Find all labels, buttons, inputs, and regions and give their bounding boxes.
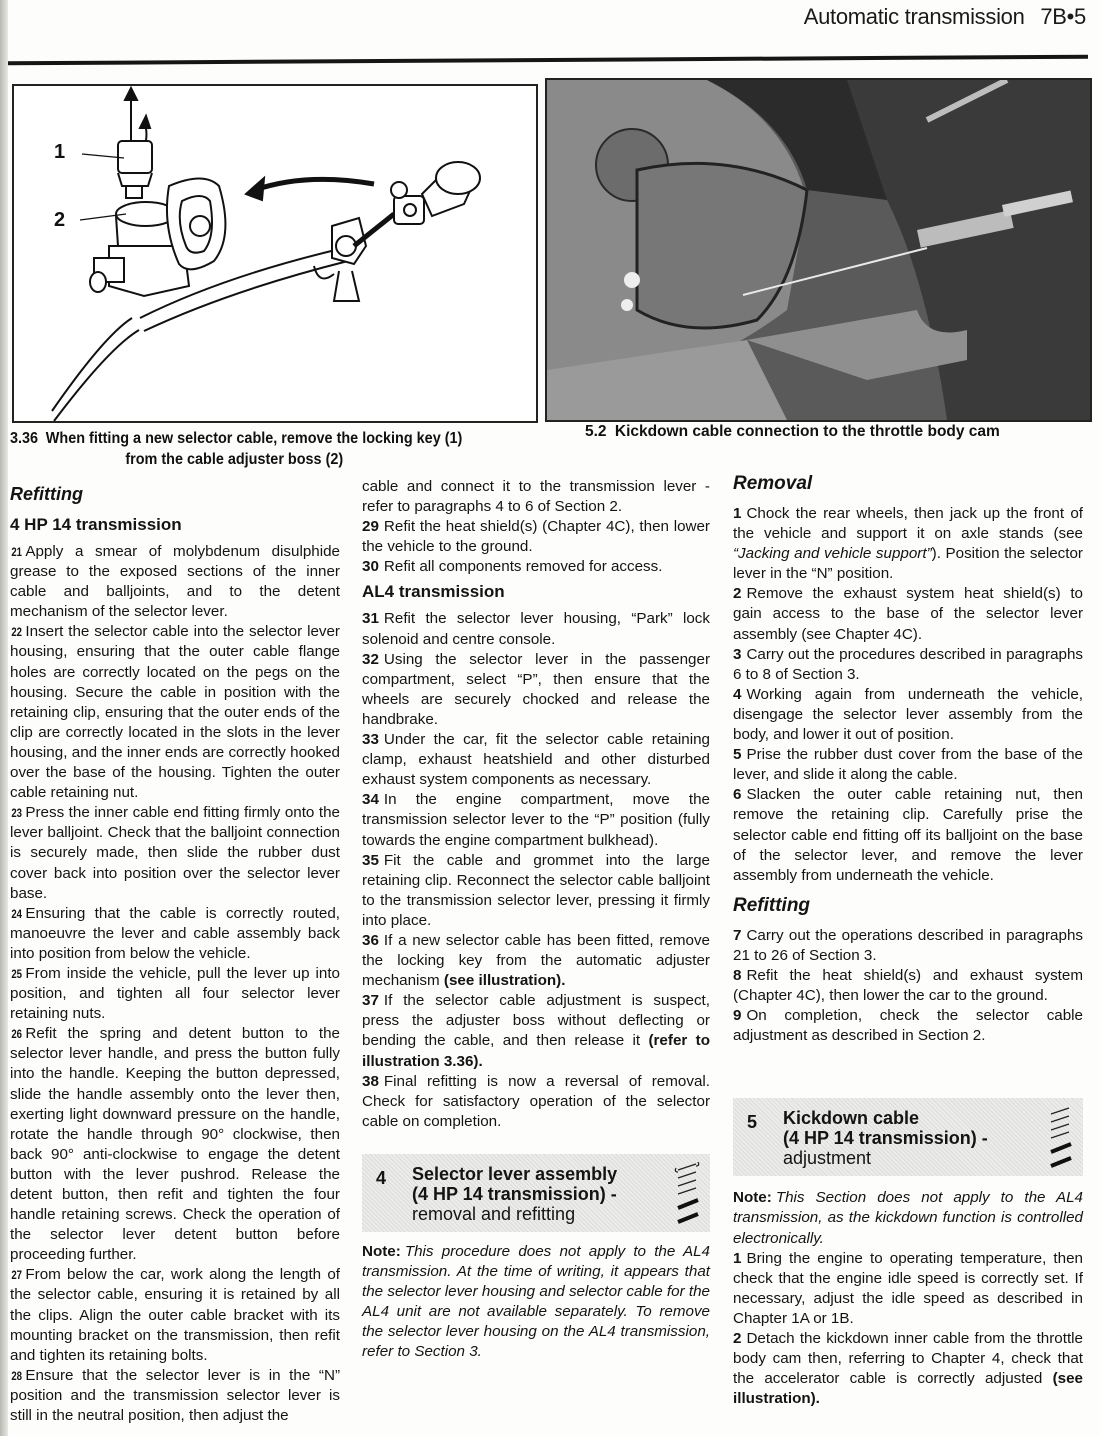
paragraph-number: 25 (11, 966, 23, 981)
paragraph-number: 30 (362, 558, 379, 576)
paragraph (10, 1265, 340, 1365)
paragraph-number: 4 (733, 685, 742, 703)
paragraph-number: 33 (362, 731, 379, 749)
paragraph-text: From inside the vehicle, pull the lever up into position, and tighten all four selector lever retaining nuts. (10, 964, 340, 1023)
paragraph-text: Chock the rear wheels, then jack up the front of the vehicle and support it on axle stands (see (733, 505, 1083, 543)
paragraph (362, 790, 710, 850)
paragraph-number: 3 (733, 645, 742, 663)
section-title-2: (4 HP 14 transmission) - (783, 1128, 988, 1149)
paragraph-text: In the engine compartment, move the transmission selector lever to the “P” position (fully towards the engine compartment bulkhead). (362, 791, 710, 849)
section-title-2: (4 HP 14 transmission) - (412, 1183, 617, 1204)
spanner-difficulty-icon (1047, 1106, 1075, 1172)
paragraph-text: Insert the selector cable into the selector lever housing, ensuring that the outer cable flange holes are correctly located on the pegs on the housing. Secure the cable in position with the retaining clip, ensuring that the outer ends of the clip are correctly located in the slots in the lever housing, and the inner ends are correctly hooked over the base of the housing. Tighten the outer cable retaining nut. (10, 623, 340, 802)
paragraph-text: On completion, check the selector cable adjustment as described in Section 2. (733, 1007, 1083, 1045)
paragraph-number: 26 (11, 1027, 23, 1042)
paragraph-text: ). Position the selector lever in the “N” position. (733, 545, 1083, 583)
section-4-header (362, 1154, 710, 1232)
paragraph-list (733, 926, 1083, 1047)
paragraph-text: Carry out the procedures described in paragraphs 6 to 8 of Section 3. (733, 645, 1083, 683)
paragraph-number: 6 (733, 786, 742, 804)
column-left (10, 482, 340, 1426)
paragraph-text: Using the selector lever in the passenger compartment, select “P”, then ensure that the wheels are securely chocked and release the handbrake. (362, 650, 710, 728)
illustration-reference[interactable]: (see illustration). (443, 972, 566, 990)
section-subtitle: adjustment (783, 1148, 872, 1169)
paragraph-number: 9 (733, 1007, 742, 1025)
paragraph-number: 24 (11, 906, 23, 921)
section-title-1: Kickdown cable (783, 1108, 920, 1129)
paragraph-text: Refit the spring and detent button to the selector lever handle, and press the button fully into the handle. Keeping the button depressed, slide the handle assembly onto the lever then, exerting light downward pressure on the handle, rotate the handle through 90° clockwise, then back 90° anti-clockwise to engage the detent button with the lever pushrod. Release the detent button, then refit and tighten the four handle retaining screws. Check the operation of the selector lever detent button before proceeding further. (10, 1025, 340, 1264)
paragraph-number: 7 (733, 926, 742, 944)
caption-number: 5.2 (585, 423, 607, 440)
paragraph (10, 622, 340, 803)
cross-reference[interactable]: “Jacking and vehicle support” (733, 545, 932, 563)
paragraph-number: 22 (11, 625, 23, 640)
paragraph-number: 2 (733, 1330, 742, 1347)
paragraph-38 (362, 1072, 710, 1132)
header-rule (8, 55, 1088, 66)
paragraph-list (362, 517, 710, 577)
column-right (733, 472, 1083, 1409)
paragraph (362, 517, 710, 557)
paragraph-number: 8 (733, 966, 742, 984)
selector-cable-drawing (14, 86, 536, 421)
figure-3-36-caption (10, 428, 512, 470)
paragraph (362, 730, 710, 790)
figure-3-36-illustration (12, 84, 538, 423)
paragraph-number: 27 (11, 1268, 23, 1283)
paragraph (362, 650, 710, 730)
paragraph-number: 28 (11, 1368, 23, 1383)
paragraph (10, 904, 340, 964)
callout-1: 1 (54, 141, 66, 163)
paragraph-number: 5 (733, 746, 742, 764)
paragraph (362, 557, 710, 577)
paragraph-36 (362, 931, 710, 991)
paragraph-text: Ensure that the selector lever is in the “N” position and the transmission selector lever is still in the neutral position, then adjust the (10, 1366, 340, 1425)
note-label: Note: (362, 1242, 401, 1260)
paragraph-text: If a new selector cable has been fitted, remove the locking key from the automatic adjuster mechanism (362, 931, 710, 990)
paragraph (733, 966, 1083, 1006)
paragraph-text: Apply a smear of molybdenum disulphide grease to the exposed sections of the inner cable and balljoints, and to the detent mechanism of the selector lever. (10, 543, 340, 621)
paragraph (362, 851, 710, 931)
note-text: This Section does not apply to the AL4 transmission, as the kickdown function is controlled electronically. (733, 1189, 1083, 1247)
paragraph-list (362, 609, 710, 931)
paragraph-number: 31 (362, 610, 379, 628)
paragraph (10, 803, 340, 903)
caption-number: 3.36 (10, 430, 39, 447)
paragraph (733, 685, 1083, 745)
section-subtitle: removal and refitting (412, 1203, 576, 1224)
paragraph-text: Refit the heat shield(s) (Chapter 4C), then lower the vehicle to the ground. (362, 518, 710, 556)
note-label: Note: (733, 1189, 772, 1207)
throttle-body-cam-photo (547, 80, 1090, 420)
paragraph-text: Bring the engine to operating temperature, then check that the engine idle speed is correctly set. If necessary, adjust the idle speed as described in Chapter 1A or 1B. (733, 1249, 1083, 1327)
caption-text: Kickdown cable connection to the throttle body cam (614, 423, 1000, 440)
running-header (804, 4, 1086, 30)
heading-refitting: Refitting (10, 484, 83, 504)
note-text: This procedure does not apply to the AL4 transmission. At the time of writing, it appears that the selector lever housing and selector cable for the AL4 unit are not available separately. To remove the selector lever housing on the AL4 transmission, refer to Section 3. (362, 1242, 710, 1361)
paragraph-number: 38 (362, 1072, 379, 1090)
illustration-reference[interactable]: (refer to illustration 3.36). (362, 1032, 710, 1070)
section-5-note (733, 1188, 1083, 1248)
paragraph (733, 745, 1083, 785)
heading-refitting: Refitting (733, 894, 811, 916)
paragraph-text: Refit the selector lever housing, “Park” lock solenoid and centre console. (362, 610, 710, 648)
paragraph (10, 1366, 340, 1426)
paragraph-list (733, 584, 1083, 885)
subheading-4hp14: 4 HP 14 transmission (10, 515, 182, 534)
page-number: 7B•5 (1040, 4, 1086, 29)
paragraph (362, 609, 710, 649)
section-number: 5 (747, 1112, 758, 1133)
paragraph-number: 32 (362, 650, 379, 668)
paragraph-text: Prise the rubber dust cover from the base of the lever, and slide it along the cable. (733, 746, 1083, 784)
paragraph (733, 1006, 1083, 1046)
figure-5-2-photo (545, 78, 1092, 422)
paragraph-37 (362, 991, 710, 1071)
column-middle (362, 477, 710, 1362)
caption-line-1: When fitting a new selector cable, remove the locking key (1) (45, 430, 463, 447)
paragraph-text: Refit all components removed for access. (383, 558, 663, 576)
paragraph (10, 964, 340, 1024)
paragraph-text: Under the car, fit the selector cable retaining clamp, exhaust heatshield and other disturbed exhaust system components as necessary. (362, 731, 710, 789)
paragraph-number: 35 (362, 851, 379, 869)
callout-2: 2 (54, 209, 66, 231)
paragraph-text: Working again from underneath the vehicle, disengage the selector lever assembly from the body, and lower it out of position. (733, 685, 1083, 744)
kickdown-paragraph-2 (733, 1329, 1083, 1409)
figure-5-2-caption (585, 423, 1000, 441)
section-4-note (362, 1242, 710, 1363)
paragraph (733, 645, 1083, 685)
continued-paragraph: cable and connect it to the transmission lever - refer to paragraphs 4 to 6 of Section 2. (362, 478, 710, 516)
section-number: 4 (376, 1167, 387, 1188)
paragraph-text: Fit the cable and grommet into the large retaining clip. Reconnect the selector cable balljoint to the transmission selector lever, pressing it firmly into place. (362, 851, 710, 929)
paragraph-text: Remove the exhaust system heat shield(s) to gain access to the base of the selector lever assembly (see Chapter 4C). (733, 585, 1083, 643)
subheading-al4: AL4 transmission (362, 582, 505, 602)
paragraph-text: Carry out the operations described in paragraphs 21 to 26 of Section 3. (733, 926, 1083, 964)
page-spine-shadow (0, 0, 8, 1436)
paragraph-text: From below the car, work along the length of the selector cable, ensuring it is retained by all the clips. Align the outer cable bracket with its mounting bracket on the transmission, then refit and tighten its retaining bolts. (10, 1266, 340, 1364)
paragraph (733, 785, 1083, 885)
illustration-reference[interactable]: (see illustration). (733, 1370, 1083, 1408)
section-title-1: Selector lever assembly (412, 1163, 618, 1184)
paragraph-text: Slacken the outer cable retaining nut, then remove the retaining clip. Carefully prise the selector cable end fitting off its balljoint on the base of the selector lever, and remove the lever assembly from underneath the vehicle. (733, 786, 1083, 884)
chapter-title: Automatic transmission (803, 4, 1025, 29)
paragraph-number: 21 (11, 545, 23, 559)
paragraph-number: 2 (733, 585, 742, 603)
paragraph-text: Press the inner cable end fitting firmly onto the lever balljoint. Check that the balljoint connection is securely made, then slide the rubber dust cover back into position over the selector lever base. (10, 804, 340, 902)
caption-line-2: from the cable adjuster boss (2) (125, 451, 344, 468)
spanner-difficulty-icon (674, 1162, 702, 1228)
paragraph-text: Final refitting is now a reversal of removal. Check for satisfactory operation of the selector cable on completion. (362, 1072, 710, 1130)
paragraph-number: 34 (362, 791, 379, 809)
heading-removal: Removal (733, 473, 813, 494)
paragraph-text: If the selector cable adjustment is suspect, press the adjuster boss without deflecting or bending the cable, and then release it (362, 992, 710, 1050)
paragraph-list (10, 542, 340, 1426)
paragraph-text: Refit the heat shield(s) and exhaust system (Chapter 4C), then lower the car to the ground. (733, 966, 1083, 1005)
paragraph-number: 1 (733, 1249, 742, 1267)
paragraph-number: 36 (362, 931, 379, 949)
kickdown-paragraph-1 (733, 1249, 1083, 1329)
paragraph (10, 1024, 340, 1265)
paragraph-text: Detach the kickdown inner cable from the throttle body cam then, referring to Chapter 4, check that the accelerator cable is correctly adjusted (733, 1330, 1083, 1388)
paragraph-number: 37 (362, 992, 379, 1010)
paragraph-number: 23 (11, 806, 23, 821)
paragraph (10, 542, 340, 622)
paragraph-text: Ensuring that the cable is correctly routed, manoeuvre the lever and cable assembly back into position from below the vehicle. (10, 904, 340, 962)
paragraph (733, 926, 1083, 966)
paragraph-1 (733, 504, 1083, 584)
paragraph (733, 584, 1083, 644)
section-5-header (733, 1098, 1083, 1176)
paragraph-number: 29 (362, 518, 379, 536)
paragraph-number: 1 (733, 505, 742, 522)
